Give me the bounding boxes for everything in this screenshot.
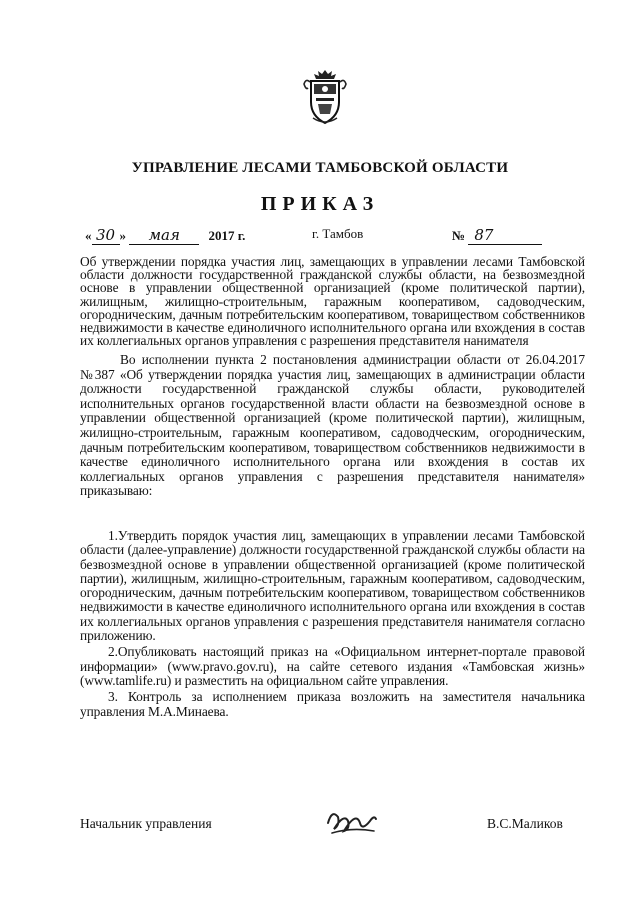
order-preamble: Во исполнении пункта 2 постановления администрации области от 26.04.2017 №387 «Об утверждении порядка участия лиц, замещающих в администрации области должности государственной гражданской службы области, руководителей исполнительных органов государственной власти области на безвозмездной основе в управлении общественной организацией (кроме политической партии), жилищным, жилищно-строительным, гаражным кооперативом, садоводческим, огородническим, дачным потребительским кооперативом, товариществом собственников недвижимости в качестве единоличного исполнительного органа или вхождения в состав их коллегиальных органов управления с разрешения представителя нанимателя» приказываю: [80, 352, 585, 499]
agency-name: УПРАВЛЕНИЕ ЛЕСАМИ ТАМБОВСКОЙ ОБЛАСТИ [131, 160, 509, 176]
number-label: № [452, 228, 466, 243]
handwritten-signature [322, 803, 380, 839]
order-subject: Об утверждении порядка участия лиц, замещающих в управлении лесами Тамбовской области должности государственной гражданской службы области, на безвозмездной основе в управлении общественной организацией (кроме политической партии), жилищным, жилищно-строительным, гаражным кооперативом, садоводческим, огородническим, дачным потребительским кооперативом, товариществом собственников недвижимости в качестве единоличного исполнительного органа или вхождения в состав их коллегиальных органов управления с разрешения представителя нанимателя [80, 254, 585, 349]
signatory-name: В.С.Маликов [487, 816, 563, 831]
number-value: 87 [468, 226, 542, 245]
date-quote-open: « [85, 228, 92, 243]
order-city: г. Тамбов [312, 226, 364, 241]
order-item-2: 2.Опубликовать настоящий приказ на «Официальном интернет-портале правовой информации» (www.pravo.gov.ru), на сайте сетевого издания «Тамбовская жизнь» (www.tamlife.ru) и разместить на официальном сайте управления. [80, 644, 585, 688]
order-item-3: 3. Контроль за исполнением приказа возложить на заместителя начальника управления М.А.Минаева. [80, 689, 585, 719]
order-item-1: 1.Утвердить порядок участия лиц, замещающих в управлении лесами Тамбовской области (далее-управление) должности государственной гражданской службы области на безвозмездной основе в управлении общественной организацией (кроме политической партии), жилищным, жилищно-строительным, гаражным кооперативом, садоводческим, огородническим, дачным потребительским кооперативом, товариществом собственников недвижимости в качестве единоличного исполнительного органа или вхождения в состав их коллегиальных органов управления с разрешения представителя нанимателя согласно приложению. [80, 528, 585, 644]
order-date [85, 226, 295, 246]
order-number [452, 226, 572, 246]
date-quote-close: » [119, 228, 126, 243]
coat-of-arms-icon [302, 68, 348, 126]
date-year: 2017 г. [208, 228, 246, 243]
date-day: 30 [92, 226, 120, 245]
signatory-title: Начальник управления [80, 816, 212, 831]
document-title: ПРИКАЗ [260, 193, 380, 215]
date-month: мая [129, 226, 199, 245]
order-items [80, 529, 585, 719]
